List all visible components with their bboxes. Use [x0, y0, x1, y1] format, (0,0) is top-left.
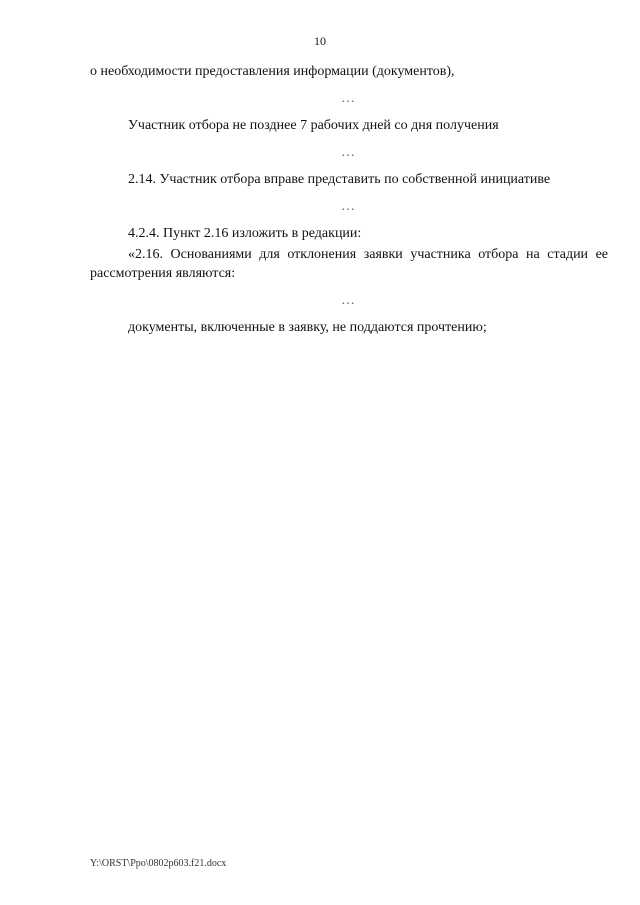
page-number: 10	[314, 34, 326, 48]
omission-marker: …	[341, 199, 357, 214]
omission-marker: …	[341, 293, 357, 308]
excerpt: документы, включенные в заявку, не поддаются прочтению;	[128, 320, 487, 335]
footer-path: Y:\ORST\Ppo\0802p603.f21.docx	[90, 858, 227, 869]
omission-marker: …	[341, 145, 357, 160]
excerpt: 2.14. Участник отбора вправе представить по собственной инициативе	[128, 172, 551, 187]
excerpt: «2.16. Основаниями для отклонения заявки участника отбора на стадии ее рассмотрения являются:	[90, 247, 608, 281]
excerpt: 4.2.4. Пункт 2.16 изложить в редакции:	[128, 226, 362, 241]
excerpt: Участник отбора не позднее 7 рабочих дней со дня получения	[128, 118, 499, 133]
omission-marker: …	[341, 91, 357, 106]
document-body	[90, 62, 608, 339]
excerpt: о необходимости предоставления информации (документов),	[90, 64, 455, 79]
